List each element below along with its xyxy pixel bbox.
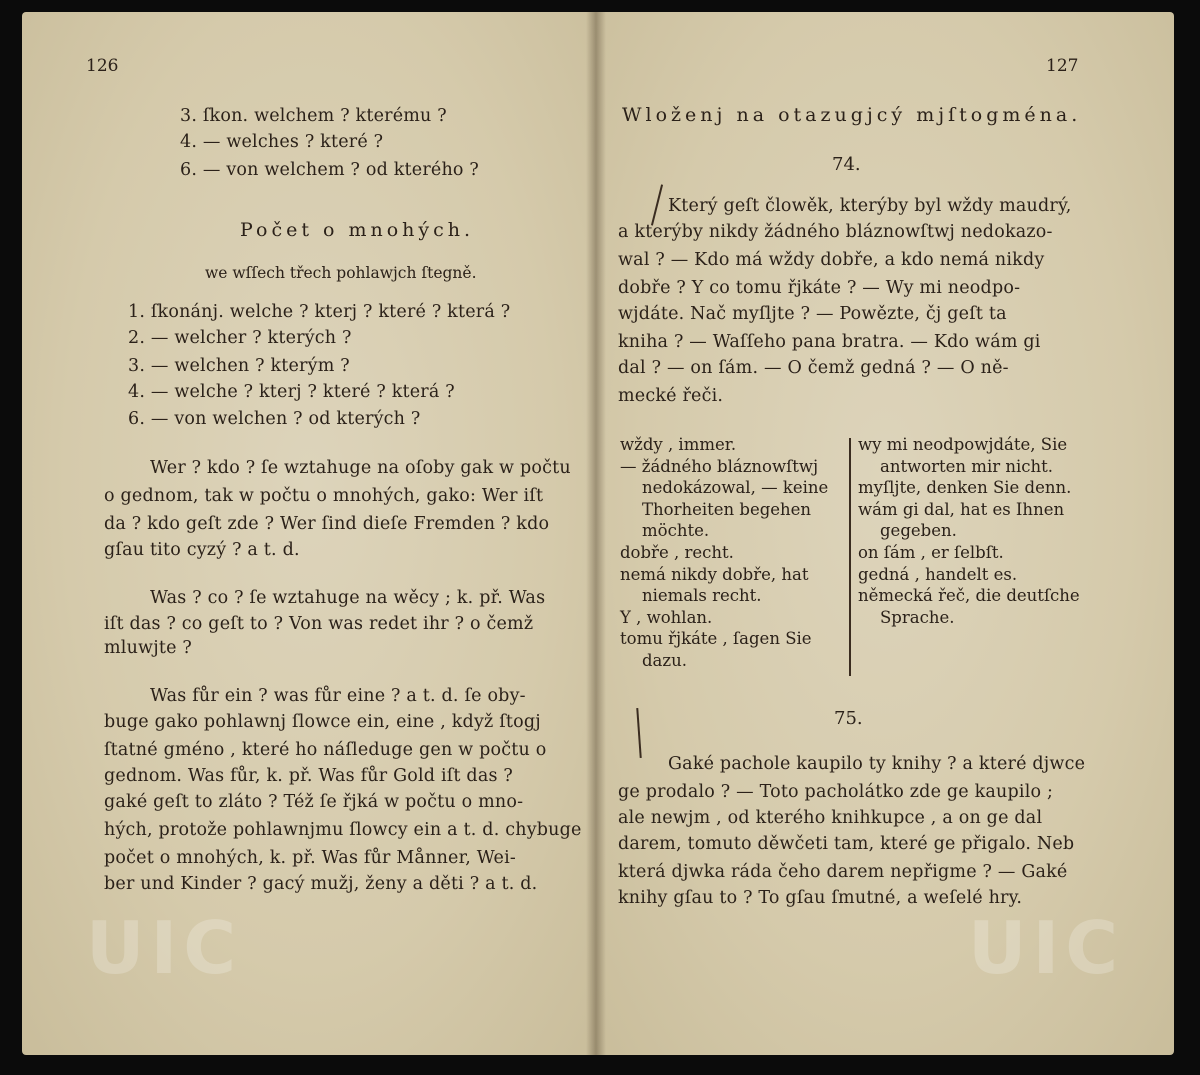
para-was-line: Was ? co ? ſe wztahuge na wěcy ; k. př. Was (150, 588, 546, 608)
vocab-entry: gegeben. (880, 521, 957, 541)
plural-row: 6. — von welchen ? od kterých ? (128, 409, 421, 429)
decl-row: 3. ſkon. welchem ? kterému ? (180, 106, 447, 126)
para-75-line: darem, tomuto děwčeti tam, které ge přigalo. Neb (618, 834, 1075, 854)
para-wasfur-line: ber und Kinder ? gacý mužj, ženy a děti ? a t. d. (104, 874, 538, 894)
para-74-line: Který geſt člowěk, kterýby byl wždy maudrý, (668, 196, 1072, 216)
vocab-entry: gedná , handelt es. (858, 564, 1018, 584)
vocab-entry: Y , wohlan. (620, 607, 713, 627)
decl-row: 6. — von welchem ? od kterého ? (180, 160, 480, 180)
para-wasfur-line: gednom. Was fůr, k. př. Was fůr Gold iſt das ? (104, 766, 513, 786)
watermark-right: UIC (968, 906, 1125, 990)
vocab-column-right (858, 434, 1080, 628)
vocab-entry: wždy , immer. (620, 435, 737, 454)
vocab-entry: on ſám , er ſelbſt. (858, 542, 1004, 562)
vocab-entry: nemá nikdy dobře, hat (620, 564, 809, 584)
para-74-line: wjdáte. Nač myſljte ? — Powězte, čj geſt ta (618, 304, 1007, 324)
vocab-entry: niemals recht. (642, 586, 762, 606)
plural-row: 4. — welche ? kterj ? které ? která ? (128, 382, 455, 402)
section-number-74: 74. (832, 154, 861, 175)
para-75-line: ale newjm , od kterého knihkupce , a on ge dal (618, 808, 1043, 828)
vocab-entry: nedokázowal, — keine (642, 478, 829, 498)
section-number-75: 75. (834, 708, 863, 729)
plural-row: 2. — welcher ? kterých ? (128, 328, 352, 348)
vocab-entry: wy mi neodpowjdáte, Sie (858, 435, 1068, 454)
para-wer-line: Wer ? kdo ? ſe wztahuge na oſoby gak w počtu (150, 458, 571, 478)
para-74-line: mecké řeči. (618, 386, 724, 406)
para-wasfur-line: počet o mnohých, k. př. Was fůr Månner, Wei- (104, 848, 517, 868)
plural-subheading: we wſſech třech pohlawjch ſtegně. (205, 264, 477, 282)
vocab-entry: Sprache. (880, 607, 955, 627)
column-divider (849, 438, 851, 676)
para-was-line: iſt das ? co geſt to ? Von was redet ihr ? o čemž (104, 614, 534, 634)
para-wer-line: gſau tito cyzý ? a t. d. (104, 540, 300, 560)
vocab-entry: dazu. (642, 650, 687, 670)
para-wasfur-line: ſtatné gméno , které ho náſleduge gen w počtu o (104, 740, 547, 760)
para-74-line: kniha ? — Waſſeho pana bratra. — Kdo wám gi (618, 332, 1041, 352)
right-page-number: 127 (1046, 56, 1079, 76)
para-was-line: mluwjte ? (104, 638, 193, 658)
para-74-line: dal ? — on ſám. — O čemž gedná ? — O ně- (618, 358, 1009, 378)
para-74-line: dobře ? Y co tomu řjkáte ? — Wy mi neodpo- (618, 278, 1021, 298)
left-page-number: 126 (86, 56, 119, 76)
para-75-line: která djwka ráda čeho darem nepřigme ? — Gaké (618, 862, 1068, 882)
para-wer-line: da ? kdo geſt zde ? Wer ſind dieſe Fremden ? kdo (104, 514, 550, 534)
plural-row: 3. — welchen ? kterým ? (128, 356, 350, 376)
para-wasfur-line: hých, protože pohlawnjmu ſlowcy ein a t. d. chybuge (104, 820, 582, 840)
para-wer-line: o gednom, tak w počtu o mnohých, gako: Wer iſt (104, 486, 544, 506)
para-wasfur-line: gaké geſt to zláto ? Též ſe řjká w počtu o mno- (104, 792, 524, 812)
plural-row: 1. ſkonánj. welche ? kterj ? které ? která ? (128, 302, 511, 322)
para-75-line: knihy gſau to ? To gſau ſmutné, a weſelé hry. (618, 888, 1023, 908)
vocab-column-left (620, 434, 828, 672)
vocab-entry: tomu řjkáte , ſagen Sie (620, 629, 812, 649)
vocab-entry: dobře , recht. (620, 542, 734, 562)
para-wasfur-line: buge gako pohlawnj ſlowce ein, eine , když ſtogj (104, 712, 541, 732)
para-wasfur-line: Was fůr ein ? was fůr eine ? a t. d. ſe oby- (150, 686, 526, 706)
para-75-line: ge prodalo ? — Toto pacholátko zde ge kaupilo ; (618, 782, 1054, 802)
watermark-left: UIC (86, 906, 243, 990)
plural-heading: Počet o mnohých. (240, 219, 475, 241)
decl-row: 4. — welches ? které ? (180, 132, 384, 152)
para-74-line: wal ? — Kdo má wždy dobře, a kdo nemá nikdy (618, 250, 1045, 270)
para-75-line: Gaké pachole kaupilo ty knihy ? a které djwce (668, 754, 1086, 774)
vocab-entry: německá řeč, die deutſche (858, 586, 1080, 606)
right-heading: Wloženj na otazugjcý mjſtogména. (622, 104, 1082, 126)
vocab-entry: antworten mir nicht. (880, 456, 1054, 476)
para-74-line: a kterýby nikdy žádného bláznowſtwj nedokazo- (618, 222, 1053, 242)
vocab-entry: möchte. (642, 521, 710, 541)
vocab-entry: — žádného bláznowſtwj (620, 456, 819, 476)
vocab-entry: Thorheiten begehen (642, 499, 812, 519)
vocab-entry: myſljte, denken Sie denn. (858, 478, 1072, 498)
vocab-entry: wám gi dal, hat es Ihnen (858, 499, 1065, 519)
book-gutter (586, 12, 606, 1055)
